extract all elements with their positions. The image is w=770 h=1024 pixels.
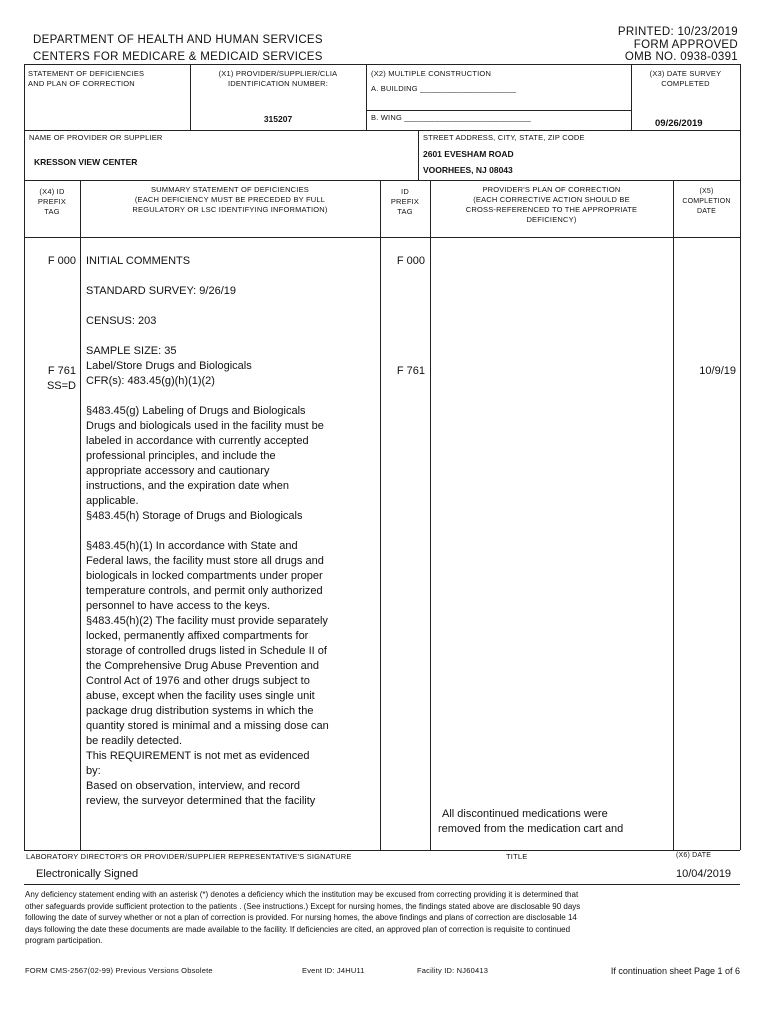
paragraph-labeling: §483.45(g) Labeling of Drugs and Biologicals Drugs and biologicals used in the facility must be labeled in accordance with currently accepted professional principles, and include the appropriate accessory and cautionary instructions, and the expiration date when applicable. (86, 405, 324, 507)
rule (24, 237, 740, 238)
rule (366, 64, 367, 130)
x4-header: (X4) ID PREFIX TAG (37, 187, 67, 216)
x5-header: (X5) COMPLETION DATE (682, 188, 731, 215)
facility-id: Facility ID: NJ60413 (417, 966, 489, 975)
plan-header: PROVIDER'S PLAN OF CORRECTION (EACH CORRECTIVE ACTION SHOULD BE CROSS-REFERENCED TO THE APPROPRIATE DEFICIENCY) (465, 185, 638, 224)
id-header: ID PREFIX TAG (390, 187, 420, 216)
form-number: FORM CMS-2567(02-99) Previous Versions Obsolete (25, 966, 213, 975)
tag-f761: F 761 (47, 365, 76, 377)
rule (418, 130, 419, 180)
x2-label: (X2) MULTIPLE CONSTRUCTION (371, 69, 492, 78)
provider-id-value: 315207 (263, 114, 293, 124)
x3-label: (X3) DATE SURVEY COMPLETED (649, 69, 722, 88)
census: CENSUS: 203 (86, 315, 157, 327)
address-line2: VOORHEES, NJ 08043 (423, 165, 513, 175)
tag-f000: F 000 (47, 255, 76, 267)
x2-building: A. BUILDING ______________________ (371, 84, 517, 93)
page-indicator: If continuation sheet Page 1 of 6 (610, 966, 740, 976)
signature-label: LABORATORY DIRECTOR'S OR PROVIDER/SUPPLIER REPRESENTATIVE'S SIGNATURE (26, 852, 352, 861)
signature-value: Electronically Signed (36, 868, 139, 880)
rule (380, 180, 381, 850)
summary-header: SUMMARY STATEMENT OF DEFICIENCIES (EACH DEFICIENCY MUST BE PRECEDED BY FULL REGULATORY OR LSC IDENTIFYING INFORMATION) (132, 185, 328, 214)
label-store-title: Label/Store Drugs and Biologicals (86, 360, 252, 372)
plan-of-correction: All discontinued medications were removed from the medication cart and (438, 808, 624, 835)
agency-subname: CENTERS FOR MEDICARE & MEDICAID SERVICES (33, 51, 323, 63)
sample-size: SAMPLE SIZE: 35 (86, 345, 177, 357)
rule (80, 180, 81, 850)
disclaimer: Any deficiency statement ending with an asterisk (*) denotes a deficiency which the institution may be excused from correcting providing it is determined that other safeguards provide sufficient protection to the patients . (See instructions.) Except for nursing homes, the findings stated above are disclosable 90 days following the date of survey whether or not a plan of correction is provided. For nursing homes, the above findings and plans of correction are disclosable 14 days following the date these documents are made available to the facility. If deficiencies are cited, an approved plan of correction is requisite to continued program participation. (25, 890, 581, 945)
rule (24, 884, 740, 885)
rule (24, 850, 740, 851)
title-label: TITLE (506, 852, 528, 861)
statement-label: STATEMENT OF DEFICIENCIES AND PLAN OF CORRECTION (28, 69, 145, 88)
provider-name-value: KRESSON VIEW CENTER (34, 157, 138, 167)
initial-comments: INITIAL COMMENTS (86, 255, 191, 267)
signature-date: 10/04/2019 (676, 868, 732, 880)
address-label: STREET ADDRESS, CITY, STATE, ZIP CODE (423, 133, 585, 142)
x1-label: (X1) PROVIDER/SUPPLIER/CLIA IDENTIFICATION NUMBER: (218, 69, 338, 88)
x2-wing: B. WING _____________________________ (371, 113, 532, 122)
form-approved: FORM APPROVED (633, 39, 738, 51)
rule (24, 130, 740, 131)
printed-date: PRINTED: 10/23/2019 (617, 26, 738, 38)
date-label: (X6) DATE (676, 852, 712, 859)
paragraph-storage-h2: §483.45(h)(2) The facility must provide separately locked, permanently affixed compartments for storage of controlled drugs listed in Schedule II of the Comprehensive Drug Abuse Prevention and Control Act of 1976 and other drugs subject to abuse, except when the facility uses single unit package drug distribution systems in which the quantity stored is minimal and a missing dose can be readily detected. This REQUIREMENT is not met as evidenced by: Based on observation, interview, and record review, the surveyor determined that the facility (86, 615, 329, 807)
rule (24, 180, 740, 181)
rule (430, 180, 431, 850)
rule (24, 64, 740, 65)
cfr-reference: CFR(s): 483.45(g)(h)(1)(2) (86, 375, 215, 387)
omb-number: OMB NO. 0938-0391 (624, 51, 738, 63)
address-line1: 2601 EVESHAM ROAD (423, 149, 514, 159)
completion-date: 10/9/19 (699, 365, 736, 377)
provider-name-label: NAME OF PROVIDER OR SUPPLIER (29, 133, 163, 142)
rule (673, 180, 674, 850)
scope-severity: SS=D (46, 380, 76, 392)
id-tag-f000: F 000 (396, 255, 425, 267)
standard-survey: STANDARD SURVEY: 9/26/19 (86, 285, 236, 297)
paragraph-storage-h1: §483.45(h)(1) In accordance with State and Federal laws, the facility must store all drugs and biologicals in locked compartments under proper temperature controls, and permit only authorized personnel to have access to the keys. (86, 540, 324, 612)
paragraph-storage: §483.45(h) Storage of Drugs and Biologicals (86, 510, 303, 522)
rule (24, 64, 25, 850)
summary-statement (86, 254, 378, 809)
rule (740, 64, 741, 850)
event-id: Event ID: J4HU11 (302, 966, 365, 975)
survey-date-value: 09/26/2019 (655, 118, 703, 129)
agency-name: DEPARTMENT OF HEALTH AND HUMAN SERVICES (33, 34, 323, 46)
id-tag-f761: F 761 (396, 365, 425, 377)
rule (366, 110, 631, 111)
